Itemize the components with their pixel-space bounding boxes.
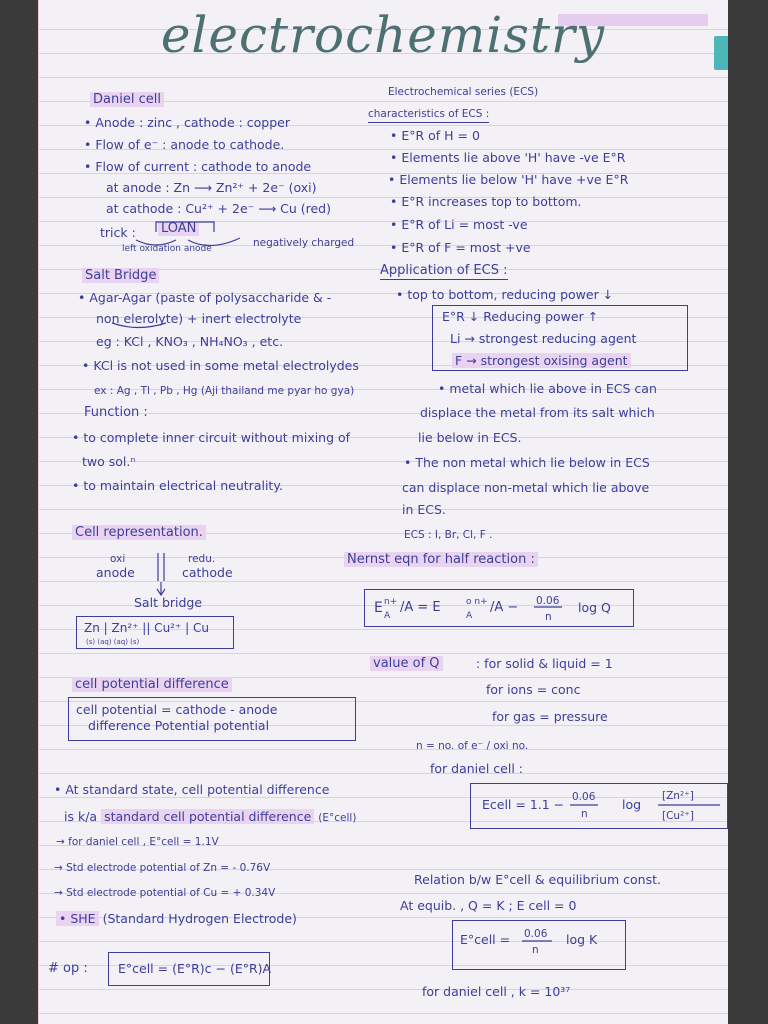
- q-box-frac-den: [Cu²⁺]: [662, 810, 694, 822]
- q-heading: value of Q: [370, 656, 443, 672]
- app-line-5: • The non metal which lie below in ECS: [404, 455, 650, 470]
- rel-box-num: 0.06: [524, 928, 548, 940]
- salt-line-3: eg : KCl , KNO₃ , NH₄NO₃ , etc.: [96, 334, 284, 349]
- std-line-3: → for daniel cell , E°cell = 1.1V: [56, 836, 219, 848]
- nernst-e: E: [374, 600, 383, 616]
- app-line-6: can displace non-metal which lie above: [402, 480, 650, 495]
- q-box-pre: Ecell = 1.1 −: [482, 797, 565, 812]
- app-box-line-1: E°R ↓ Reducing power ↑: [442, 309, 599, 324]
- ecs-char-heading: characteristics of ECS :: [368, 106, 489, 123]
- daniel-cathode-reaction: at cathode : Cu²⁺ + 2e⁻ ⟶ Cu (red): [106, 201, 331, 216]
- trick-arc-2: [188, 238, 240, 246]
- trick-sub-1: left oxidation anode: [122, 244, 212, 254]
- rel-box-den: n: [532, 944, 539, 956]
- q-box-num: 0.06: [572, 791, 596, 803]
- q-line-4: n = no. of e⁻ / oxi no.: [416, 740, 529, 752]
- app-line-4: lie below in ECS.: [418, 430, 522, 445]
- she-line: • SHE (Standard Hydrogen Electrode): [56, 911, 297, 927]
- daniel-line-3: • Flow of current : cathode to anode: [84, 159, 312, 174]
- nernst-den: n: [545, 611, 552, 623]
- q-line-5: for daniel cell :: [430, 761, 523, 776]
- nernst-slash-2: /A −: [490, 600, 519, 615]
- app-line-8: ECS : I, Br, Cl, F .: [404, 529, 493, 541]
- q-box-frac-num: [Zn²⁺]: [662, 790, 694, 802]
- nernst-e0-sup: o n+: [466, 597, 488, 607]
- q-line-1: : for solid & liquid = 1: [476, 656, 613, 671]
- nernst-heading: Nernst eqn for half reaction :: [344, 552, 538, 568]
- q-box-log: log: [622, 797, 642, 812]
- cpd-box-line-1: cell potential = cathode - anode: [76, 702, 278, 717]
- q-line-2: for ions = conc: [486, 682, 581, 697]
- std-line-1: • At standard state, cell potential difference: [54, 782, 330, 797]
- op-label: # op :: [48, 961, 88, 976]
- cpd-heading: cell potential difference: [72, 677, 232, 693]
- rel-box-pre: E°cell =: [460, 932, 511, 947]
- ecs-char-3: • Elements lie below 'H' have +ve E°R: [388, 172, 629, 187]
- salt-line-4: • KCl is not used in some metal electrolydes: [82, 358, 359, 373]
- app-line-1: • top to bottom, reducing power ↓: [396, 287, 614, 302]
- function-line-2: two sol.ⁿ: [82, 454, 136, 469]
- ecs-char-6: • E°R of F = most +ve: [390, 240, 531, 255]
- pen-strokes: [38, 0, 728, 1024]
- trick-label: trick :: [100, 225, 136, 240]
- cell-rep-anode: anode: [96, 565, 135, 580]
- cell-rep-formula: Zn | Zn²⁺ || Cu²⁺ | Cu: [84, 621, 209, 635]
- q-line-3: for gas = pressure: [492, 709, 608, 724]
- function-line-1: • to complete inner circuit without mixing of: [72, 430, 351, 445]
- cell-rep-phases: (s) (aq) (aq) (s): [86, 638, 140, 646]
- rel-last-line: for daniel cell , k = 10³⁷: [422, 984, 571, 999]
- nernst-num: 0.06: [536, 595, 560, 607]
- app-line-2: • metal which lie above in ECS can: [438, 381, 657, 396]
- op-formula: E°cell = (E°R)c − (E°R)A: [118, 961, 272, 976]
- rel-line-1: At equib. , Q = K ; E cell = 0: [400, 898, 577, 913]
- ecs-char-5: • E°R of Li = most -ve: [390, 217, 528, 232]
- nernst-e0-sub: A: [466, 611, 473, 621]
- trick-arc-1: [136, 240, 176, 245]
- trick-bracket: [156, 222, 214, 232]
- notebook-page: [38, 0, 728, 1024]
- std-line-5: → Std electrode potential of Cu = + 0.34V: [54, 887, 276, 899]
- ecs-char-2: • Elements lie above 'H' have -ve E°R: [390, 150, 626, 165]
- std-line-2: is k/a standard cell potential difference (E°cell): [64, 809, 357, 824]
- daniel-heading: Daniel cell: [90, 92, 164, 108]
- app-line-7: in ECS.: [402, 502, 446, 517]
- ecs-char-1: • E°R of H = 0: [390, 128, 480, 143]
- app-line-3: displace the metal from its salt which: [420, 405, 655, 420]
- std-line-4: → Std electrode potential of Zn = - 0.76V: [54, 862, 271, 874]
- q-box-den: n: [581, 808, 588, 820]
- nernst-e-sub: A: [384, 611, 391, 621]
- salt-line-5: ex : Ag , Tl , Pb , Hg (Aji thailand me pyar ho gya): [94, 385, 355, 397]
- cpd-box-line-2: difference Potential potential: [88, 718, 270, 733]
- page-title: electrochemistry: [160, 6, 606, 64]
- rel-heading: Relation b/w E°cell & equilibrium const.: [414, 872, 661, 887]
- trick-sub-2: negatively charged: [253, 237, 355, 249]
- app-box-line-3: F → strongest oxising agent: [452, 353, 631, 369]
- nernst-log: log Q: [578, 600, 611, 615]
- nernst-e-sup: n+: [384, 597, 398, 607]
- cell-rep-salt-bridge: Salt bridge: [134, 595, 203, 610]
- cell-rep-heading: Cell representation.: [72, 525, 206, 541]
- cell-rep-oxi: oxi: [110, 553, 126, 565]
- cell-rep-redu: redu.: [188, 553, 216, 565]
- function-heading: Function :: [84, 405, 148, 420]
- app-box-line-2: Li → strongest reducing agent: [450, 331, 637, 346]
- trick-word: LOAN: [158, 221, 199, 237]
- daniel-anode-reaction: at anode : Zn ⟶ Zn²⁺ + 2e⁻ (oxi): [106, 180, 317, 195]
- ecs-char-4: • E°R increases top to bottom.: [390, 194, 582, 209]
- nernst-slash-1: /A = E: [400, 600, 441, 615]
- salt-underline-arc: [112, 323, 166, 328]
- daniel-line-2: • Flow of e⁻ : anode to cathode.: [84, 137, 285, 152]
- ecs-heading: Electrochemical series (ECS): [388, 86, 539, 98]
- app-heading: Application of ECS :: [380, 263, 508, 278]
- salt-line-1: • Agar-Agar (paste of polysaccharide & -: [78, 290, 332, 305]
- cell-rep-cathode: cathode: [182, 565, 233, 580]
- salt-bridge-heading: Salt Bridge: [82, 268, 159, 284]
- daniel-line-1: • Anode : zinc , cathode : copper: [84, 115, 291, 130]
- salt-line-2: non elerolyte) + inert electrolyte: [96, 311, 302, 326]
- function-line-3: • to maintain electrical neutrality.: [72, 478, 283, 493]
- rel-box-post: log K: [566, 932, 598, 947]
